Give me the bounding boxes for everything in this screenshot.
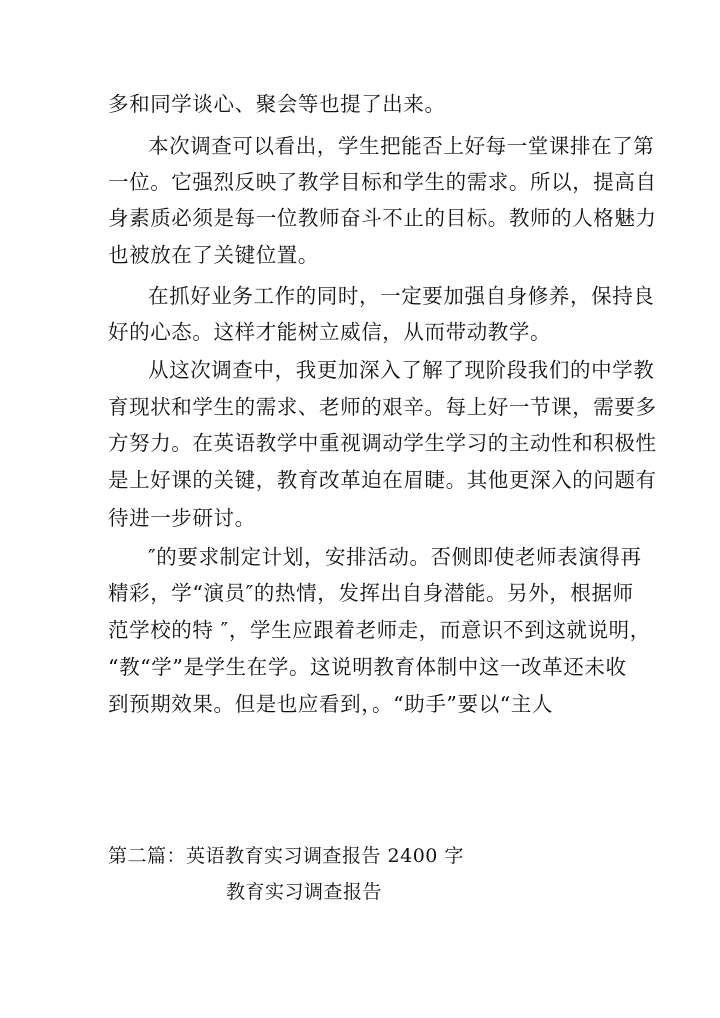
paragraph-line: 多和同学谈心、聚会等也提了出来。 <box>108 92 446 116</box>
paragraph-line: 在抓好业务工作的同时，一定要加强自身修养，保持良 <box>148 284 655 308</box>
paragraph-line: 范学校的特 ″，学生应跟着老师走，而意识不到这就说明， <box>108 618 651 642</box>
section-heading: 第二篇：英语教育实习调查报告 2400 字 <box>108 845 464 867</box>
paragraph-line: 从这次调查中，我更加深入了解了现阶段我们的中学教 <box>148 358 655 382</box>
paragraph-line: 到预期效果。但是也应看到，。“助手”要以“主人 <box>108 692 553 716</box>
paragraph-line: 精彩，学“演员″的热情，发挥出自身潜能。另外，根据师 <box>108 581 634 605</box>
paragraph-line: 待进一步研讨。 <box>108 506 256 530</box>
paragraph-line: 身素质必须是每一位教师奋斗不止的目标。教师的人格魅力 <box>108 206 657 230</box>
section-subheading: 教育实习调查报告 <box>226 881 383 903</box>
paragraph-line: 本次调查可以看出，学生把能否上好每一堂课排在了第 <box>148 134 655 158</box>
paragraph-line: “教“学”是学生在学。这说明教育体制中这一改革还未收 <box>108 655 627 679</box>
paragraph-line: 也被放在了关键位置。 <box>108 243 319 267</box>
paragraph-line: 是上好课的关键，教育改革迫在眉睫。其他更深入的问题有 <box>108 468 657 492</box>
paragraph-line: 好的心态。这样才能树立威信，从而带动教学。 <box>108 320 552 344</box>
paragraph-line: 一位。它强烈反映了教学目标和学生的需求。所以，提高自 <box>108 170 657 194</box>
paragraph-line: 育现状和学生的需求、老师的艰辛。每上好一节课，需要多 <box>108 395 657 419</box>
paragraph-line: 方努力。在英语教学中重视调动学生学习的主动性和积极性 <box>108 431 657 455</box>
paragraph-line: ″的要求制定计划，安排活动。否侧即使老师表演得再 <box>148 545 642 569</box>
